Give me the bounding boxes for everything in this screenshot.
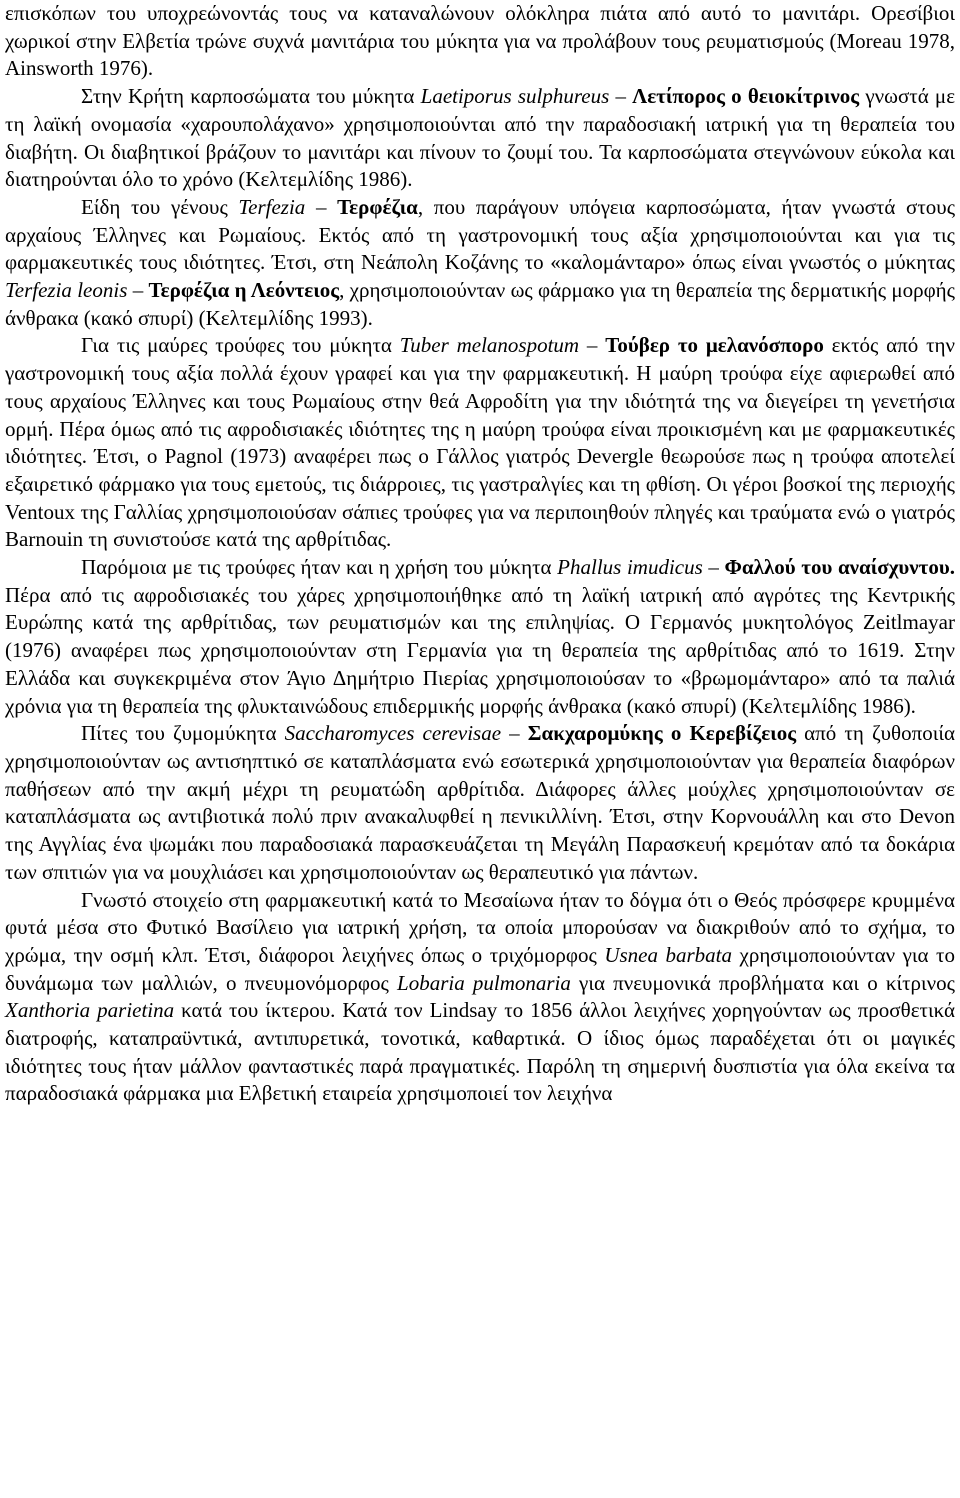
italic-species-name: Phallus imudicus	[557, 555, 703, 580]
body-paragraph	[5, 194, 955, 333]
text-run: κατά του ίκτερου. Κατά τον Lindsay το 1856 άλλοι λειχήνες χορηγούνταν ως προσθετικά διατροφής, καταπραϋντικά, αντιπυρετικά, τονοτικά, καθαρτικά. Ο ίδιος όμως παραδέχεται ότι οι μαγικές ιδιότητες τους ήταν μάλλον φανταστικές παρά πραγματικές. Παρόλη τη σημερινή δυσπιστία για όλα εκείνα τα παραδοσιακά φάρμακα μια Ελβετική εταιρεία χρησιμοποιεί τον λειχήνα	[5, 998, 955, 1106]
bold-common-name: Λετίπορος ο θειοκίτρινος	[632, 84, 860, 109]
text-run: επισκόπων του υποχρεώνοντάς τους να καταναλώνουν ολόκληρα πιάτα από αυτό το μανιτάρι. Ορεσίβιοι χωρικοί στην Ελβετία τρώνε συχνά μανιτάρια του μύκητα για να προλάβουν τους ρευματισμούς (Moreau 1978, Ainsworth 1976).	[5, 1, 955, 81]
italic-species-name: Tuber melanospotum	[399, 333, 580, 358]
bold-common-name: Τούβερ το μελανόσπορο	[605, 333, 824, 358]
text-run: Είδη του γένους	[81, 194, 239, 219]
text-run: , χρησιμοποιούνταν ως φάρμακο για τη θεραπεία της δερματικής μορφής άνθρακα (κακό σπυρί) (Κελτεμλίδης 1993).	[5, 278, 955, 330]
text-run: , που παράγουν υπόγεια καρποσώματα, ήταν γνωστά στους αρχαίους Έλληνες και Ρωμαίους. Εκτός από τη γαστρονομική τους αξία χρησιμοποιούνται και για τις φαρμακευτικές τους ιδιότητες. Έτσι, στη Νεάπολη Κοζάνης το «καλομάνταρο» όπως είναι γνωστός ο μύκητας	[5, 194, 956, 275]
italic-species-name: Saccharomyces cerevisae	[284, 721, 502, 746]
body-paragraph	[5, 332, 955, 554]
italic-species-name: Xanthoria parietina	[5, 998, 175, 1023]
text-run: από τη ζυθοποιία χρησιμοποιούνταν ως αντισηπτικό σε καταπλάσματα ενώ εσωτερικά χρησιμοποιούνταν για θεραπεία διαφόρων παθήσεων από την ακμή μέχρι τη ρευματώδη αρθρίτιδα. Διάφορες άλλες μούχλες χρησιμοποιούνταν σε καταπλάσματα ως αντιβιοτικά πολύ πριν ανακαλυφθεί η πενικιλλίνη. Έτσι, στην Κορνουάλλη και στο Devon της Αγγλίας ένα ψωμάκι που παραδοσιακά παρασκευάζεται τη Μεγάλη Παρασκευή κρεμόταν από τα δοκάρια των σπιτιών για να μουχλιάσει και χρησιμοποιούνταν ως θεραπευτικό για πάντων.	[5, 721, 955, 884]
text-run: για πνευμονικά προβλήματα και ο κίτρινος	[570, 970, 955, 995]
text-run: Παρόμοια με τις τρούφες ήταν και η χρήση του μύκητα	[81, 555, 558, 580]
text-run: Πίτες του ζυμομύκητα	[81, 721, 285, 746]
italic-species-name: Terfezia	[238, 194, 306, 219]
body-paragraph	[5, 83, 955, 194]
text-run: χρησιμοποιούνταν για το δυνάμωμα των μαλλιών, ο πνευμονόμορφος	[5, 942, 956, 995]
body-paragraph	[5, 554, 955, 720]
bold-common-name: Φαλλού του αναίσχυντου.	[724, 555, 956, 580]
text-run: Στην Κρήτη καρποσώματα του μύκητα	[81, 84, 421, 109]
italic-species-name: Lobaria pulmonaria	[397, 970, 571, 995]
text-run: Γνωστό στοιχείο στη φαρμακευτική κατά το Μεσαίωνα ήταν το δόγμα ότι ο Θεός πρόσφερε κρυμμένα φυτά μέσα στο Φυτικό Βασίλειο για ιατρική χρήση, τα οποία μπορούσαν να διακριθούν από το σχήμα, το χρώμα, την οσμή κλπ. Έτσι, διάφοροι λειχήνες όπως ο τριχόμορφος	[5, 887, 955, 967]
text-run: –	[702, 555, 725, 580]
text-run: –	[127, 278, 149, 303]
text-run: –	[609, 84, 633, 109]
body-paragraph	[5, 720, 955, 886]
text-run: Πέρα από τις αφροδισιακές του χάρες χρησιμοποιήθηκε από τη λαϊκή ιατρική από αγρότες της Κεντρικής Ευρώπης κατά της αρθρίτιδας, των ρευματισμών και της επιληψίας. Ο Γερμανός μυκητολόγος Zeitlmayar (1976) αναφέρει πως χρησιμοποιούνταν στη Γερμανία για τη θεραπεία της αρθρίτιδας από το 1619. Στην Ελλάδα και συγκεκριμένα στον Άγιο Δημήτριο Πιερίας χρησιμοποιούσαν το «βρωμομάνταρο» από τα παλιά χρόνια για τη θεραπεία της φλυκταινώδους επιδερμικής μορφής άνθρακα (κακό σπυρί) (Κελτεμλίδης 1986).	[5, 582, 955, 718]
text-run: εκτός από την γαστρονομική τους αξία πολλά έχουν γραφεί και για την φαρμακευτική. Η μαύρη τρούφα είχε αφιερωθεί από τους αρχαίους Έλληνες και τους Ρωμαίους στην θεά Αφροδίτη για την ιδιότητά της να διεγείρει τη γενετήσια ορμή. Πέρα όμως από τις αφροδισιακές ιδιότητες της η μαύρη τρούφα είναι προικισμένη και με φαρμακευτικές ιδιότητες. Έτσι, ο Pagnol (1973) αναφέρει πως ο Γάλλος γιατρός Devergle θεωρούσε πως η τρούφα αποτελεί εξαιρετικό φάρμακο για τους εμετούς, τις διάρροιες, τις γαστραλγίες και τη φθίση. Οι γέροι βοσκοί της περιοχής Ventoux της Γαλλίας χρησιμοποιούσαν σάπιες τρούφες για να περιποιηθούν πληγές και τραύματα ενώ ο γιατρός Barnouin τη συνιστούσε κατά της αρθρίτιδας.	[5, 333, 955, 552]
text-run: –	[305, 194, 338, 219]
italic-species-name: Laetiporus sulphureus	[420, 84, 610, 109]
text-run: γνωστά με τη λαϊκή ονομασία «χαρουπολάχανο» χρησιμοποιούνται από την παραδοσιακή ιατρική για τη θεραπεία του διαβήτη. Οι διαβητικοί βράζουν το μανιτάρι και πίνουν το ζουμί του. Τα καρποσώματα στεγνώνουν εύκολα και διατηρούνται όλο το χρόνο (Κελτεμλίδης 1986).	[5, 84, 956, 192]
italic-species-name: Usnea barbata	[604, 942, 732, 967]
text-run: –	[501, 721, 528, 746]
bold-common-name: Σακχαρομύκης ο Κερεβίζειος	[527, 721, 797, 746]
text-run: Για τις μαύρες τρούφες του μύκητα	[81, 333, 400, 358]
body-paragraph	[5, 0, 955, 83]
bold-common-name: Τερφέζια	[337, 194, 418, 219]
italic-species-name: Terfezia leonis	[5, 278, 128, 303]
text-run: –	[579, 333, 606, 358]
body-paragraph	[5, 887, 955, 1109]
bold-common-name: Τερφέζια η Λεόντειος	[148, 278, 340, 303]
